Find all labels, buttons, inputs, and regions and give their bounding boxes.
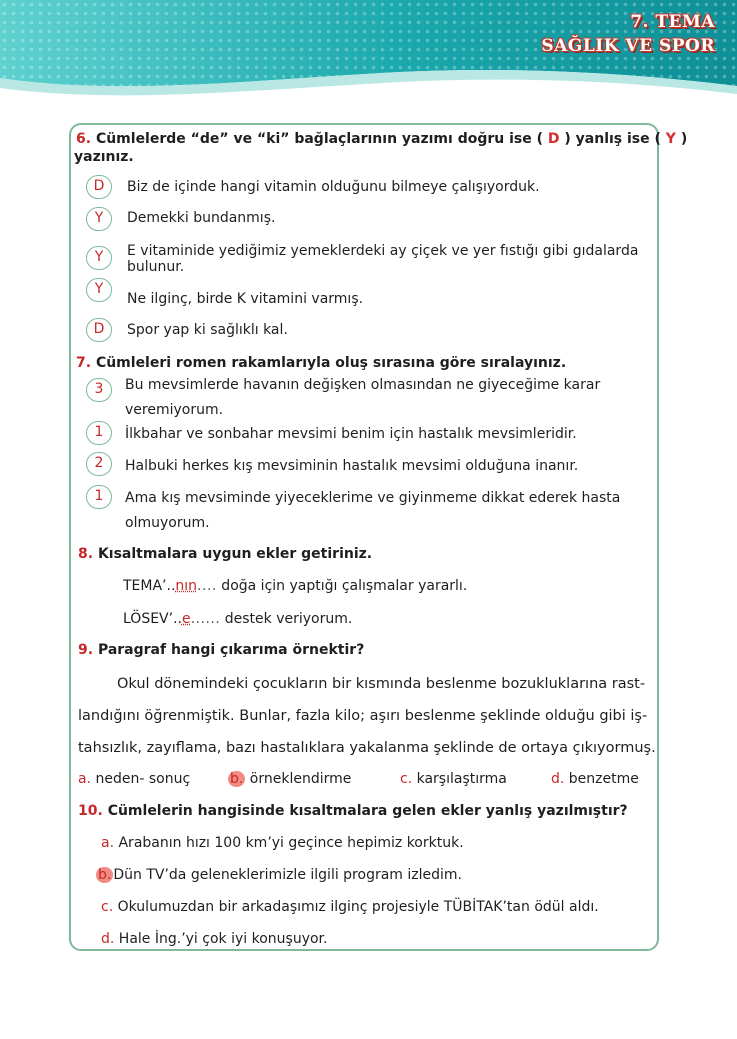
suffix-answer[interactable]: e bbox=[181, 611, 191, 627]
paragraph-line: landığını öğrenmiştik. Bunlar, fazla kilo; aşırı beslenme şeklinde olduğu gibi iş- bbox=[78, 708, 648, 724]
answer-box[interactable]: D bbox=[86, 318, 112, 342]
q9-option-a[interactable]: a. neden- sonuç bbox=[78, 771, 191, 787]
statement-text: E vitaminide yediğimiz yemeklerdeki ay çiçek ve yer fıstığı gibi gıdalarda bbox=[127, 243, 639, 259]
q9-prompt: 9. Paragraf hangi çıkarıma örnektir? bbox=[78, 642, 365, 658]
q10-option-a[interactable]: a. Arabanın hızı 100 km’yi geçince hepimiz korktuk. bbox=[101, 835, 464, 851]
q10-option-b[interactable]: b. Dün TV’da geleneklerimizle ilgili program izledim. bbox=[98, 867, 462, 883]
q7-prompt: 7. Cümleleri romen rakamlarıyla oluş sırasına göre sıralayınız. bbox=[76, 355, 567, 371]
order-box[interactable]: 1 bbox=[86, 421, 112, 445]
statement-text: Spor yap ki sağlıklı kal. bbox=[127, 322, 288, 338]
paragraph-line: tahsızlık, zayıflama, bazı hastalıklara yakalanma şeklinde de ortaya çıkıyormuş. bbox=[78, 740, 656, 756]
sentence-text: Halbuki herkes kış mevsiminin hastalık mevsimi olduğuna inanır. bbox=[125, 458, 579, 474]
q6-prompt: 6. Cümlelerde “de” ve “ki” bağlaçlarının yazımı doğru ise ( D ) yanlış ise ( Y ) bbox=[76, 131, 688, 147]
statement-text: Ne ilginç, birde K vitamini varmış. bbox=[127, 291, 364, 307]
q6-mark-wrong: Y bbox=[665, 131, 676, 147]
sentence-text: Bu mevsimlerde havanın değişken olmasından ne giyeceğime karar bbox=[125, 377, 601, 393]
answer-box[interactable]: Y bbox=[86, 278, 112, 302]
q7-number: 7. bbox=[76, 355, 92, 371]
theme-name: SAĞLIK VE SPOR bbox=[541, 36, 715, 56]
suffix-answer[interactable]: nın bbox=[175, 578, 198, 594]
paragraph-line: Okul dönemindeki çocukların bir kısmında beslenme bozukluklarına rast- bbox=[117, 676, 646, 692]
statement-text: Biz de içinde hangi vitamin olduğunu bilmeye çalışıyorduk. bbox=[127, 179, 540, 195]
q9-number: 9. bbox=[78, 642, 94, 658]
q8-line-1: TEMA’..nın.... doğa için yaptığı çalışmalar yararlı. bbox=[123, 578, 468, 594]
page-header bbox=[0, 0, 737, 112]
q6-number: 6. bbox=[76, 131, 92, 147]
sentence-text: İlkbahar ve sonbahar mevsimi benim için hastalık mevsimleridir. bbox=[125, 426, 577, 442]
q6-mark-correct: D bbox=[547, 131, 560, 147]
q8-number: 8. bbox=[78, 546, 94, 562]
q10-option-d[interactable]: d. Hale İng.’yi çok iyi konuşuyor. bbox=[101, 931, 328, 947]
theme-number: 7. TEMA bbox=[630, 12, 715, 32]
q6-prompt-line2: yazınız. bbox=[74, 149, 134, 165]
answer-box[interactable]: D bbox=[86, 175, 112, 199]
q8-prompt: 8. Kısaltmalara uygun ekler getiriniz. bbox=[78, 546, 373, 562]
answer-box[interactable]: Y bbox=[86, 207, 112, 231]
q9-option-b[interactable]: b. örneklendirme bbox=[230, 771, 352, 787]
sentence-text-cont: olmuyorum. bbox=[125, 515, 210, 531]
answer-box[interactable]: Y bbox=[86, 246, 112, 270]
q10-number: 10. bbox=[78, 803, 103, 819]
sentence-text-cont: veremiyorum. bbox=[125, 402, 224, 418]
q9-option-d[interactable]: d. benzetme bbox=[551, 771, 639, 787]
q9-option-c[interactable]: c. karşılaştırma bbox=[400, 771, 507, 787]
header-wave-banner bbox=[0, 0, 737, 112]
selected-mark: b. bbox=[230, 771, 244, 787]
q10-option-c[interactable]: c. Okulumuzdan bir arkadaşımız ilginç projesiyle TÜBİTAK’tan ödül aldı. bbox=[101, 899, 599, 915]
sentence-text: Ama kış mevsiminde yiyeceklerime ve giyinmeme dikkat ederek hasta bbox=[125, 490, 621, 506]
order-box[interactable]: 3 bbox=[86, 378, 112, 402]
q10-prompt: 10. Cümlelerin hangisinde kısaltmalara gelen ekler yanlış yazılmıştır? bbox=[78, 803, 628, 819]
statement-text: Demekki bundanmış. bbox=[127, 210, 276, 226]
statement-text-cont: bulunur. bbox=[127, 259, 185, 275]
order-box[interactable]: 1 bbox=[86, 485, 112, 509]
q8-line-2: LÖSEV’..e...... destek veriyorum. bbox=[123, 611, 353, 627]
order-box[interactable]: 2 bbox=[86, 452, 112, 476]
selected-mark: b. bbox=[98, 867, 112, 883]
